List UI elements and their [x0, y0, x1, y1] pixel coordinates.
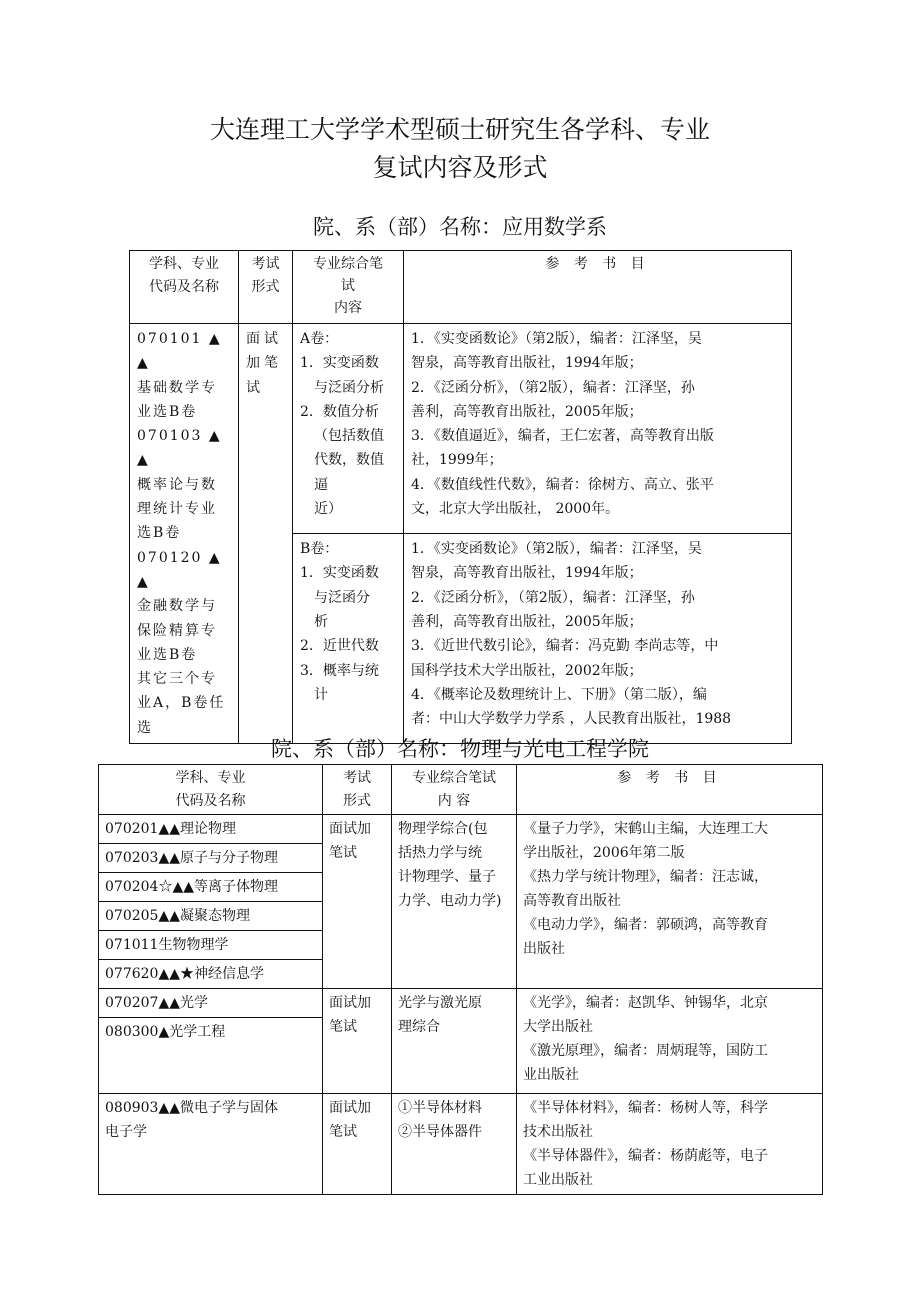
physics-table — [98, 764, 823, 1195]
list-item: 4．《数值线性代数》，编者：徐树方、高立、张平 — [411, 476, 714, 493]
list-item: 070120 ▲ ▲ — [137, 549, 222, 590]
paper-a-content: A卷： 1．实变函数 与泛函分析 2．数值分析 （包括数值 代数，数值逼 近） — [293, 324, 404, 534]
list-item: 基础数学专 — [137, 379, 217, 396]
table-row: 080903▲▲微电子学与固体 电子学 — [99, 1094, 323, 1195]
list-item: 《光学》，编者：赵凯华、钟锡华，北京 — [523, 995, 768, 1011]
table-row: 070204☆▲▲等离子体物理 — [99, 873, 323, 902]
list-item: 国科学技术大学出版社，2002年版； — [411, 662, 643, 679]
paper-b-books — [404, 534, 792, 744]
list-item: 2．《泛函分析》，（第2版），编者：江泽坚，孙 — [411, 379, 695, 396]
list-item: 业选B卷 — [137, 403, 198, 420]
list-item: 工业出版社 — [523, 1172, 593, 1188]
header-content: 专业综合笔试 内 容 — [392, 765, 517, 815]
list-item: 出版社 — [523, 941, 565, 957]
header-form: 考试 形式 — [323, 765, 392, 815]
paper-b-label: B卷： — [300, 541, 339, 558]
list-item: 理统计专业 — [137, 501, 217, 518]
list-item: 概率论与数 — [137, 476, 217, 493]
list-item: 善利，高等教育出版社，2005年版； — [411, 613, 643, 630]
table-row: 070207▲▲光学 — [99, 989, 323, 1018]
table-row: 080300▲光学工程 — [99, 1018, 323, 1094]
group3-form: 面试加 笔试 — [323, 1094, 392, 1195]
list-item: 智泉，高等教育出版社，1994年版； — [411, 565, 643, 582]
header-major: 学科、专业 代码及名称 — [99, 765, 323, 815]
paper-b-content: B卷： 1．实变函数 与泛函分 析 2．近世代数 3．概率与统 计 — [293, 534, 404, 744]
group1-form: 面试加 笔试 — [323, 815, 392, 989]
list-item: 善利，高等教育出版社，2005年版； — [411, 403, 643, 420]
group3-content: ①半导体材料 ②半导体器件 — [392, 1094, 517, 1195]
list-item: 3．《近世代数引论》，编者：冯克勤 李尚志等，中 — [411, 638, 719, 655]
header-form: 考试 形式 — [239, 251, 293, 324]
list-item: 《激光原理》，编者：周炳琨等，国防工 — [523, 1043, 768, 1059]
list-item: 保险精算专 — [137, 622, 217, 639]
list-item: 金融数学与 — [137, 598, 217, 615]
list-item: 者：中山大学数学力学系 ，人民教育出版社，1988 — [411, 711, 732, 728]
list-item: 文，北京大学出版社， 2000年。 — [411, 501, 620, 518]
header-content: 专业综合笔 试 内容 — [293, 251, 404, 324]
table-row: 071011生物物理学 — [99, 931, 323, 960]
list-item: 其它三个专 — [137, 671, 217, 688]
doc-title-line1: 大连理工大学学术型硕士研究生各学科、专业 — [209, 115, 710, 144]
table-row: 070203▲▲原子与分子物理 — [99, 844, 323, 873]
header-major: 学科、专业 代码及名称 — [130, 251, 239, 324]
list-item: 社，1999年； — [411, 452, 503, 469]
header-books: 参 考 书 目 — [404, 251, 792, 324]
group2-form: 面试加 笔试 — [323, 989, 392, 1094]
list-item: 业出版社 — [523, 1067, 579, 1083]
list-item: 业选B卷 — [137, 646, 198, 663]
header-books: 参 考 书 目 — [517, 765, 823, 815]
math-exam-form: 面试 加笔 试 — [239, 324, 293, 744]
list-item: 《热力学与统计物理》，编者：汪志诚， — [523, 869, 768, 885]
table-row: 070201▲▲理论物理 — [99, 815, 323, 844]
group1-books — [517, 815, 823, 989]
list-item: 1．《实变函数论》（第2版），编者：江泽坚，吴 — [411, 541, 702, 558]
group2-books — [517, 989, 823, 1094]
list-item: 070101 ▲ ▲ — [137, 331, 222, 372]
group2-content: 光学与激光原 理综合 — [392, 989, 517, 1094]
list-item: 大学出版社 — [523, 1019, 593, 1035]
table-row: 070205▲▲凝聚态物理 — [99, 902, 323, 931]
section1-heading: 院、系（部）名称：应用数学系 — [313, 215, 607, 239]
math-majors — [130, 324, 239, 744]
group1-content: 物理学综合(包 括热力学与统 计物理学、量子 力学、电动力学) — [392, 815, 517, 989]
paper-a-label: A卷： — [300, 331, 339, 347]
list-item: 070103 ▲ ▲ — [137, 428, 222, 469]
list-item: 选B卷 — [137, 525, 182, 542]
list-item: 《量子力学》，宋鹤山主编，大连理工大 — [523, 821, 768, 837]
list-item: 3．《数值逼近》，编者，王仁宏著，高等教育出版 — [411, 428, 714, 445]
list-item: 《电动力学》，编者：郭硕鸿，高等教育 — [523, 917, 768, 933]
list-item: 4．《概率论及数理统计上、下册》（第二版），编 — [411, 686, 707, 703]
list-item: 技术出版社 — [523, 1124, 593, 1140]
list-item: 选 — [137, 719, 153, 736]
list-item: 《半导体材料》，编者：杨树人等，科学 — [523, 1100, 768, 1116]
section2-heading: 院、系（部）名称：物理与光电工程学院 — [271, 737, 649, 761]
list-item: 业A，B卷任 — [137, 695, 226, 712]
list-item: 《半导体器件》，编者：杨荫彪等，电子 — [523, 1148, 768, 1164]
paper-a-books — [404, 324, 792, 534]
doc-title-line2: 复试内容及形式 — [372, 153, 548, 182]
list-item: 高等教育出版社 — [523, 893, 621, 909]
list-item: 智泉，高等教育出版社，1994年版； — [411, 355, 643, 372]
table-row: 077620▲▲★神经信息学 — [99, 960, 323, 989]
list-item: 2．《泛函分析》，（第2版），编者：江泽坚，孙 — [411, 589, 695, 606]
math-table — [129, 250, 792, 744]
list-item: 1．《实变函数论》（第2版），编者：江泽坚，吴 — [411, 331, 702, 347]
group3-books — [517, 1094, 823, 1195]
list-item: 学出版社，2006年第二版 — [523, 845, 685, 861]
